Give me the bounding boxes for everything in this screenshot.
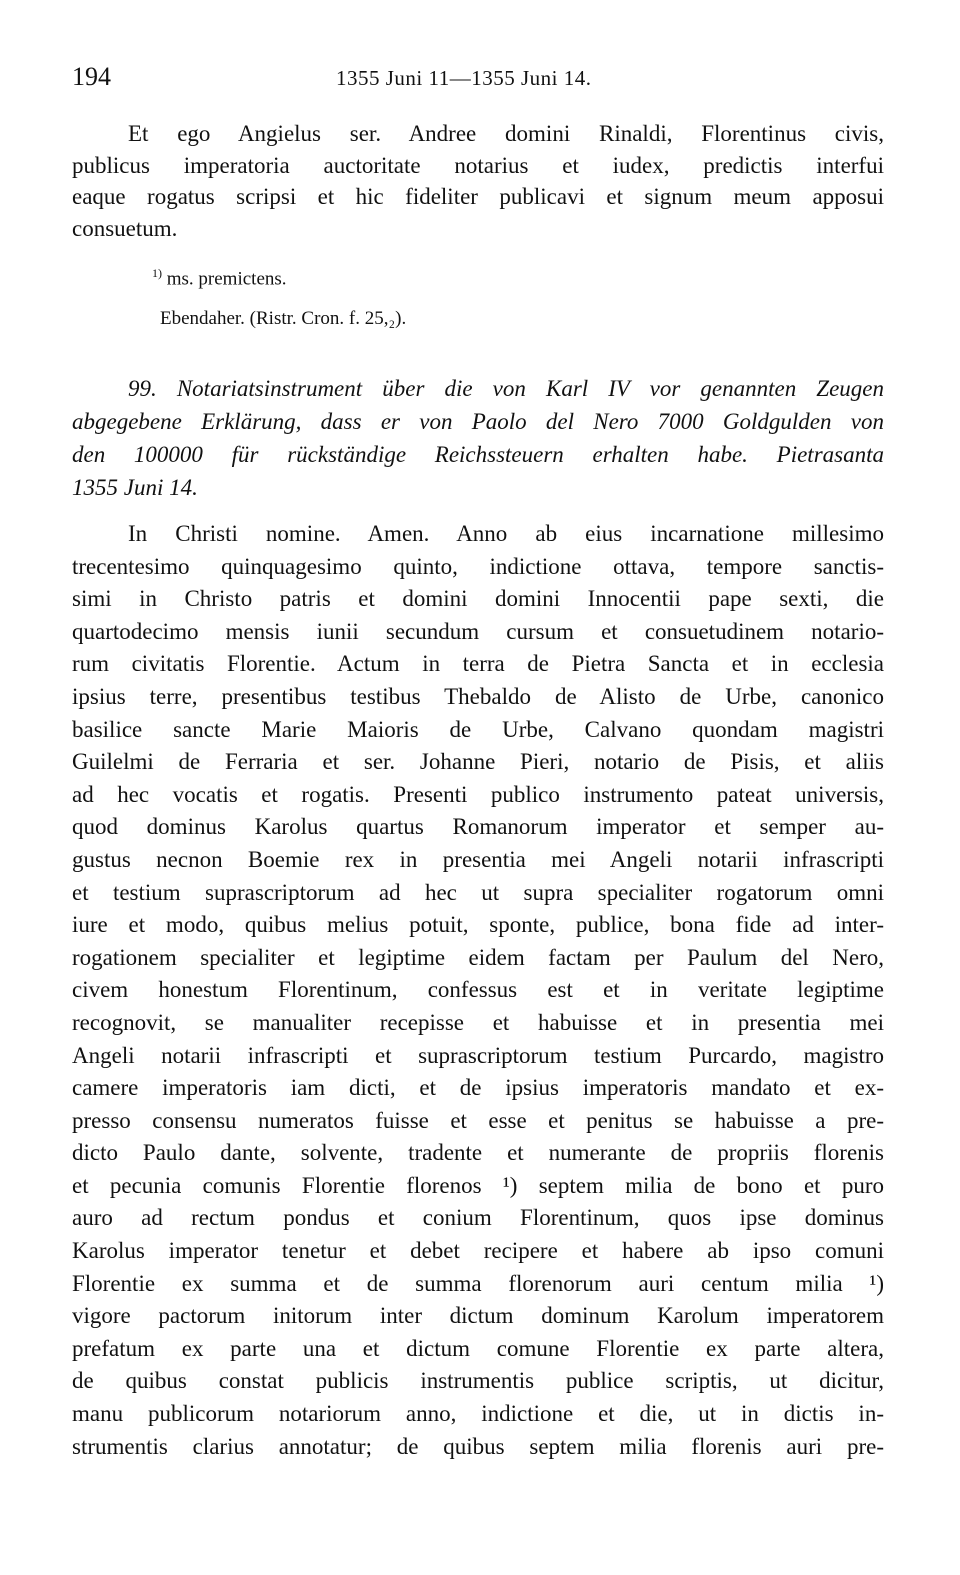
text-line: manu publicorum notariorum anno, indictione et die, ut in dictis in- [72,1401,884,1427]
regest-line: den 100000 für rückständige Reichssteuern erhalten habe. Pietrasanta [72,442,884,467]
text-line: eaque rogatus scripsi et hic fideliter publicavi et signum meum apposui [72,184,884,209]
footnote-marker: 1) [152,266,162,280]
text-line: strumentis clarius annotatur; de quibus septem milia florenis auri pre- [72,1433,884,1459]
text-line: Florentie ex summa et de summa florenorum auri centum milia ¹) [72,1270,884,1296]
notary-subscription-paragraph [72,118,884,244]
text-line: Angeli notarii infrascripti et suprascriptorum testium Purcardo, magistro [72,1042,884,1068]
document-body-paragraph [72,518,884,1463]
text-line: et testium suprascriptorum ad hec ut supra specialiter rogatorum omni [72,879,884,905]
text-line: ipsius terre, presentibus testibus Thebaldo de Alisto de Urbe, canonico [72,683,884,709]
regest-line: 1355 Juni 14. [72,475,198,500]
text-line: Et ego Angielus ser. Andree domini Rinaldi, Florentinus civis, [128,121,884,146]
running-title-date-range: 1355 Juni 11—1355 Juni 14. [336,66,592,90]
text-line: de quibus constat publicis instrumentis publice scriptis, ut dicitur, [72,1368,884,1394]
text-line: prefatum ex parte una et dictum comune Florentie ex parte altera, [72,1335,884,1361]
text-line: rum civitatis Florentie. Actum in terra de Pietra Sancta et in ecclesia [72,651,884,677]
text-line: rogationem specialiter et legiptime eidem factam per Paulum del Nero, [72,944,884,970]
running-header [72,62,888,102]
text-line: ad hec vocatis et rogatis. Presenti publico instrumento pateat universis, [72,781,884,807]
document-number: 99. [128,376,157,401]
regest-line: abgegebene Erklärung, dass er von Paolo del Nero 7000 Goldgulden von [72,409,884,434]
text-line: iure et modo, quibus melius potuit, sponte, publice, bona fide ad inter- [72,912,884,938]
text-line: quod dominus Karolus quartus Romanorum imperator et semper au- [72,814,884,840]
document-regest [72,372,884,504]
text-line: Karolus imperator tenetur et debet recipere et habere ab ipso comuni [72,1238,884,1264]
text-line: camere imperatoris iam dicti, et de ipsius imperatoris mandato et ex- [72,1075,884,1101]
footnote-text: ms. premictens. [166,268,287,290]
text-line: Guilelmi de Ferraria et ser. Johanne Pieri, notario de Pisis, et aliis [72,749,884,775]
text-line: auro ad rectum pondus et conium Florentinum, quos ipse dominus [72,1205,884,1231]
text-line: quartodecimo mensis iunii secundum cursum et consuetudinem notario- [72,618,884,644]
regest-text: Notariatsinstrument über die von Karl IV vor genannten Zeugen [176,376,884,401]
text-line: gustus necnon Boemie rex in presentia mei Angeli notarii infrascripti [72,846,884,872]
page-number: 194 [72,62,111,91]
text-line: et pecunia comunis Florentie florenos ¹) septem milia de bono et puro [72,1172,884,1198]
text-line: dicto Paulo dante, solvente, tradente et numerante de propriis florenis [72,1140,884,1166]
text-line: publicus imperatoria auctoritate notarius et iudex, predictis interfui [72,152,884,178]
text-line: trecentesimo quinquagesimo quinto, indictione ottava, tempore sanctis- [72,553,884,579]
source-citation: Ebendaher. (Ristr. Cron. f. 25,₂). [160,308,407,329]
text-line: presso consensu numeratos fuisse et esse et penitus se habuisse a pre- [72,1107,884,1133]
text-line: basilice sancte Marie Maioris de Urbe, Calvano quondam magistri [72,716,884,742]
text-line: civem honestum Florentinum, confessus est et in veritate legiptime [72,977,884,1003]
text-line: vigore pactorum initorum inter dictum dominum Karolum imperatorem [72,1303,884,1329]
text-line: In Christi nomine. Amen. Anno ab eius incarnatione millesimo [128,521,884,546]
footnote [152,266,287,290]
text-line: recognovit, se manualiter recepisse et habuisse et in presentia mei [72,1009,884,1035]
regest-line [72,372,884,405]
text-line: consuetum. [72,215,178,241]
text-line: simi in Christo patris et domini domini Innocentii pape sexti, die [72,586,884,612]
